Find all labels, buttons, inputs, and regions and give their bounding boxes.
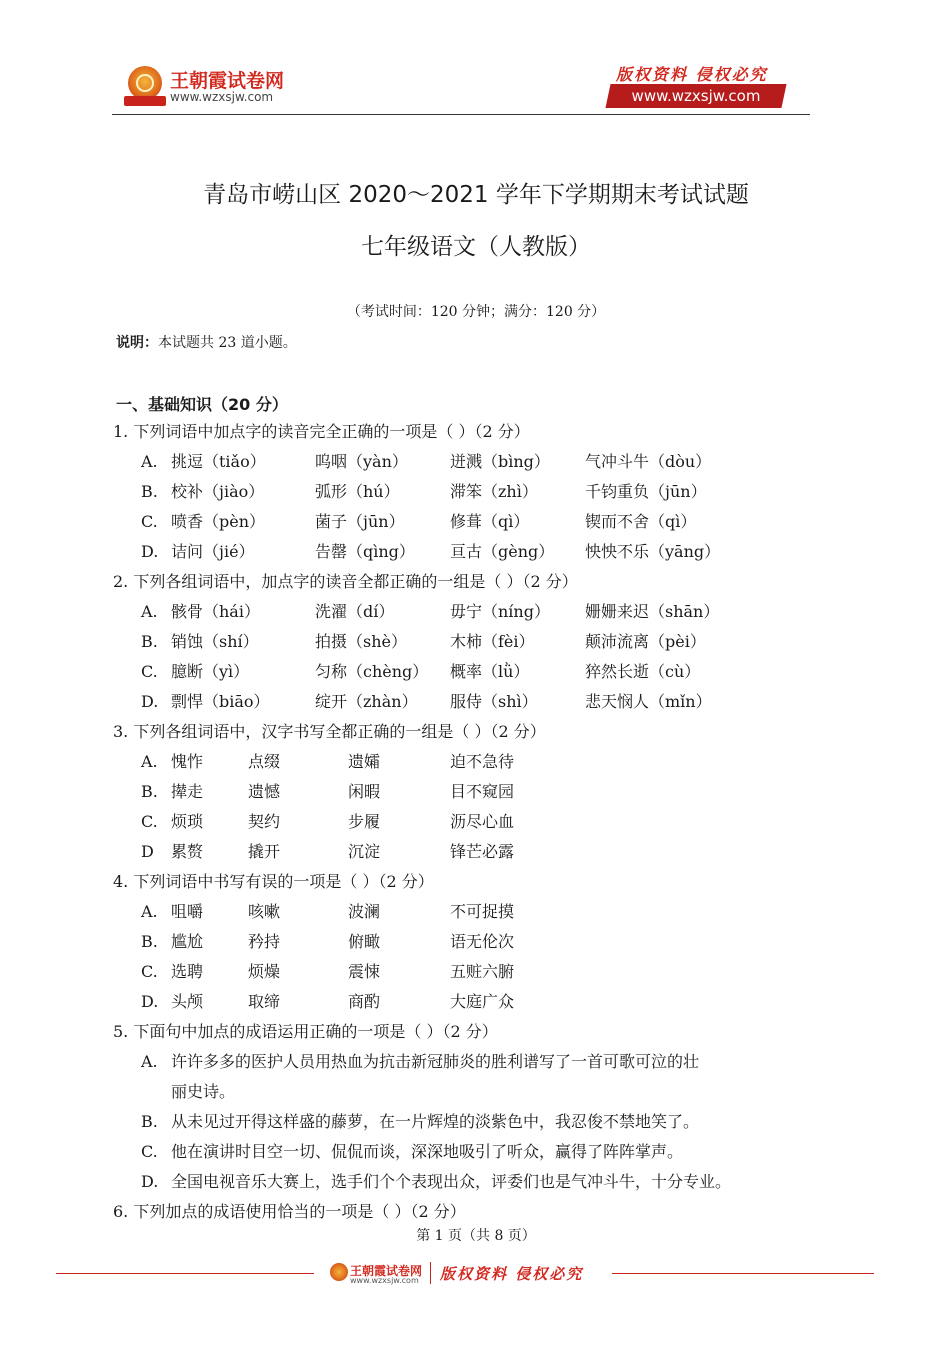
option-cell: 剽悍（biāo）: [171, 692, 270, 711]
option-cell: 矜持: [248, 932, 281, 951]
option-cell: 语无伦次: [450, 932, 515, 951]
option-cell: 震悚: [348, 962, 381, 981]
option-cell: 撬开: [248, 842, 281, 861]
option-cell: 弧形（hú）: [315, 482, 400, 501]
option-cell: 波澜: [348, 902, 381, 921]
option-label: D: [141, 842, 154, 861]
option-cell: 五赃六腑: [450, 962, 515, 981]
option-cell: 悲天悯人（mǐn）: [585, 692, 712, 711]
option-cell: 匀称（chèng）: [315, 662, 429, 681]
footer-rule-left: [56, 1273, 314, 1274]
option-label: D.: [141, 692, 159, 711]
option-label: B.: [141, 782, 158, 801]
option-cell: 颠沛流离（pèi）: [585, 632, 706, 651]
option-cell: 服侍（shì）: [450, 692, 538, 711]
option-cell: 挑逗（tiǎo）: [171, 452, 266, 471]
option-label: D.: [141, 1172, 159, 1191]
option-label: D.: [141, 992, 159, 1011]
document-subtitle: 七年级语文（人教版）: [361, 234, 591, 260]
option-cell: 木柿（fèi）: [450, 632, 535, 651]
note-text: 本试题共 23 道小题。: [158, 335, 297, 351]
option-cell: 头颅: [171, 992, 204, 1011]
option-cell: 商酌: [348, 992, 381, 1011]
option-cell: 沥尽心血: [450, 812, 515, 831]
option-label: A.: [141, 602, 158, 621]
option-cell: 沉淀: [348, 842, 381, 861]
option-label: D.: [141, 542, 159, 561]
option-cell: 臆断（yì）: [171, 662, 250, 681]
option-cell: 菌子（jūn）: [315, 512, 405, 531]
option-cell: 目不窥园: [450, 782, 515, 801]
option-label: C.: [141, 812, 158, 831]
option-cell: 亘古（gèng）: [450, 542, 555, 561]
option-cell: 咳嗽: [248, 902, 281, 921]
option-label: A.: [141, 902, 158, 921]
option-cell: 喷香（pèn）: [171, 512, 266, 531]
option-cell: 姗姗来迟（shān）: [585, 602, 720, 621]
exam-info: （考试时间：120 分钟；满分：120 分）: [346, 304, 606, 320]
option-label: B.: [141, 1112, 158, 1131]
option-cell: 校补（jiào）: [171, 482, 265, 501]
question-stem: 5. 下面句中加点的成语运用正确的一项是（ ）（2 分）: [113, 1022, 498, 1041]
option-cell: 点缀: [248, 752, 281, 771]
question-stem: 1. 下列词语中加点字的读音完全正确的一项是（ ）（2 分）: [113, 422, 530, 441]
option-cell: 烦燥: [248, 962, 281, 981]
option-label: A.: [141, 452, 158, 471]
option-text: 全国电视音乐大赛上，选手们个个表现出众，评委们也是气冲斗牛，十分专业。: [171, 1172, 732, 1191]
brand-name: 王朝霞试卷网: [170, 70, 285, 92]
option-cell: 诘问（jié）: [171, 542, 255, 561]
exam-note: [116, 332, 297, 352]
note-label: 说明：: [116, 335, 158, 351]
option-cell: 呜咽（yàn）: [315, 452, 408, 471]
option-cell: 闲暇: [348, 782, 381, 801]
question-stem: 6. 下列加点的成语使用恰当的一项是（ ）（2 分）: [113, 1202, 466, 1221]
option-label: A.: [141, 1052, 158, 1071]
option-cell: 大庭广众: [450, 992, 515, 1011]
brand-url: www.wzxsjw.com: [170, 90, 274, 104]
option-cell: 拍摄（shè）: [315, 632, 407, 651]
option-cell: 取缔: [248, 992, 281, 1011]
option-cell: 累赘: [171, 842, 204, 861]
option-cell: 俯瞰: [348, 932, 381, 951]
option-label: C.: [141, 1142, 158, 1161]
option-cell: 选聘: [171, 962, 204, 981]
brand-logo-icon: [128, 66, 162, 100]
option-cell: 气冲斗牛（dòu）: [585, 452, 712, 471]
section-title: 一、基础知识（20 分）: [116, 395, 288, 414]
option-cell: 怏怏不乐（yāng）: [585, 542, 721, 561]
option-cell: 千钧重负（jūn）: [585, 482, 707, 501]
footer-rule-right: [612, 1273, 874, 1274]
option-cell: 绽开（zhàn）: [315, 692, 418, 711]
option-label: C.: [141, 662, 158, 681]
option-label: B.: [141, 482, 158, 501]
option-text: 他在演讲时目空一切、侃侃而谈，深深地吸引了听众，赢得了阵阵掌声。: [171, 1142, 684, 1161]
option-cell: 遗憾: [248, 782, 281, 801]
copyright-notice: 版权资料 侵权必究: [616, 65, 768, 84]
footer-copyright: 版权资料 侵权必究: [440, 1265, 584, 1283]
question-stem: 3. 下列各组词语中，汉字书写全都正确的一组是（ ）（2 分）: [113, 722, 546, 741]
option-cell: 愧怍: [171, 752, 204, 771]
option-cell: 契约: [248, 812, 281, 831]
option-label: B.: [141, 632, 158, 651]
option-label: B.: [141, 932, 158, 951]
option-cell: 撵走: [171, 782, 204, 801]
document-title: 青岛市崂山区 2020～2021 学年下学期期末考试试题: [203, 182, 749, 208]
option-text: 许许多多的医护人员用热血为抗击新冠肺炎的胜利谱写了一首可歌可泣的壮: [171, 1052, 700, 1071]
header-divider: [112, 114, 810, 115]
option-cell: 滞笨（zhì）: [450, 482, 538, 501]
option-text-continued: 丽史诗。: [171, 1082, 236, 1101]
option-cell: 尴尬: [171, 932, 204, 951]
option-cell: 遗孀: [348, 752, 381, 771]
option-cell: 咀嚼: [171, 902, 204, 921]
option-cell: 销蚀（shí）: [171, 632, 259, 651]
question-stem: 2. 下列各组词语中，加点字的读音全都正确的一组是（ ）（2 分）: [113, 572, 578, 591]
footer-brand-url: www.wzxsjw.com: [350, 1276, 419, 1285]
brand-logo-ribbon: [124, 96, 166, 106]
option-cell: 概率（lǜ）: [450, 662, 530, 681]
option-cell: 猝然长逝（cù）: [585, 662, 701, 681]
option-cell: 迸溅（bìng）: [450, 452, 550, 471]
option-label: C.: [141, 512, 158, 531]
question-stem: 4. 下列词语中书写有误的一项是（ ）（2 分）: [113, 872, 434, 891]
option-cell: 步履: [348, 812, 381, 831]
option-cell: 告罄（qìng）: [315, 542, 415, 561]
option-cell: 锋芒必露: [450, 842, 515, 861]
footer-separator: [430, 1262, 431, 1284]
option-cell: 烦琐: [171, 812, 204, 831]
option-text: 从未见过开得这样盛的藤萝，在一片辉煌的淡紫色中，我忍俊不禁地笑了。: [171, 1112, 700, 1131]
option-cell: 锲而不舍（qì）: [585, 512, 697, 531]
option-label: A.: [141, 752, 158, 771]
option-cell: 修葺（qì）: [450, 512, 530, 531]
option-cell: 不可捉摸: [450, 902, 515, 921]
footer-brand-name: 王朝霞试卷网: [350, 1264, 423, 1278]
option-cell: 骸骨（hái）: [171, 602, 260, 621]
footer-logo-icon: [330, 1263, 348, 1281]
page-number: 第 1 页（共 8 页）: [416, 1228, 536, 1244]
option-label: C.: [141, 962, 158, 981]
url-banner-text: www.wzxsjw.com: [631, 87, 761, 105]
option-cell: 迫不急待: [450, 752, 515, 771]
option-cell: 洗濯（dí）: [315, 602, 395, 621]
option-cell: 毋宁（níng）: [450, 602, 550, 621]
